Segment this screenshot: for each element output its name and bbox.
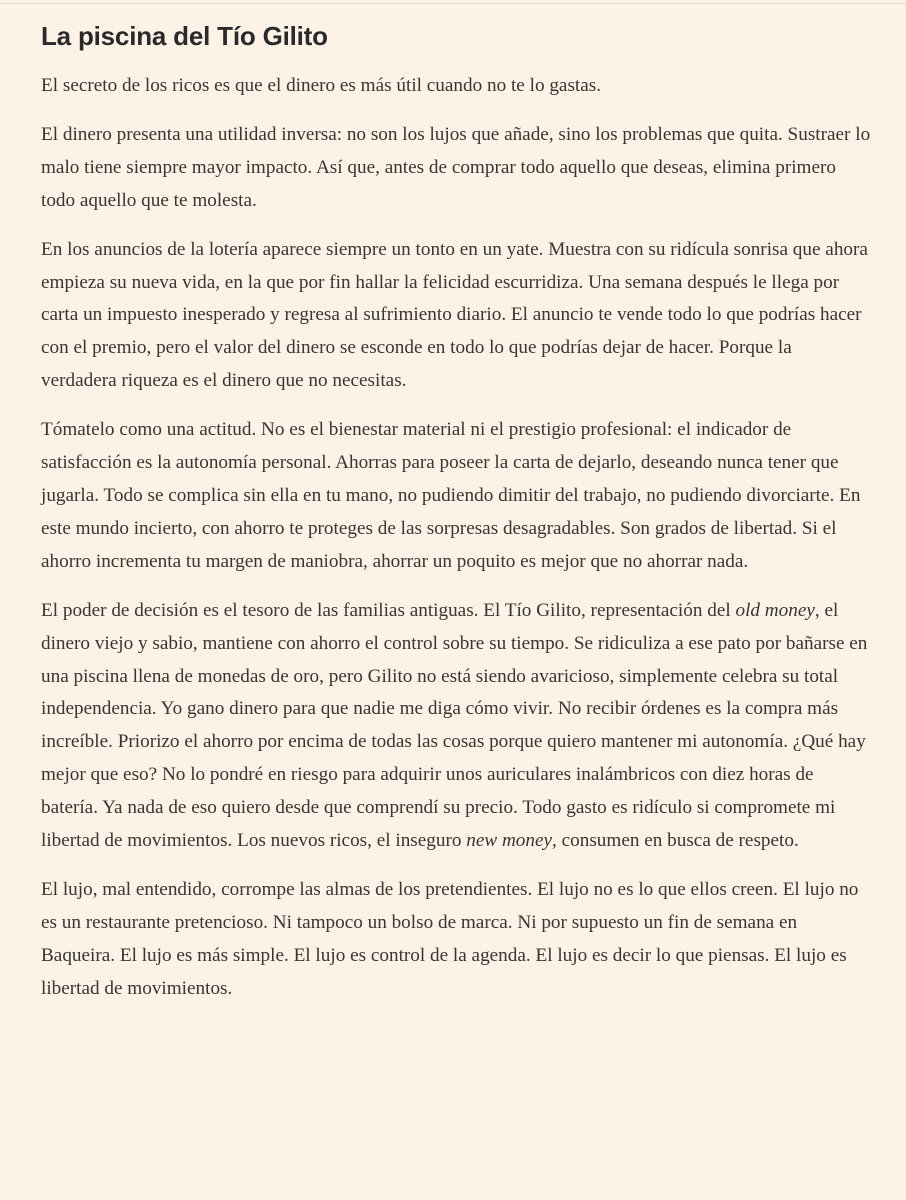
paragraph-text: , consumen en busca de respeto. [552,830,799,852]
article [41,18,871,1006]
emphasis-new-money: new money [466,830,553,852]
paragraph-text: El dinero presenta una utilidad inversa: no son los lujos que añade, sino los problemas que quita. Sustraer lo malo tiene siempre mayor impacto. Así que, antes de comprar todo aquello que deseas, elimina primero todo aquello que te molesta. [41,123,871,211]
paragraph [41,414,871,579]
emphasis-old-money: old money [735,599,815,621]
paragraph [41,595,871,858]
paragraph-text: El poder de decisión es el tesoro de las familias antiguas. El Tío Gilito, representación del [41,599,736,621]
top-divider [0,3,906,4]
paragraph-text: El lujo, mal entendido, corrompe las almas de los pretendientes. El lujo no es lo que ellos creen. El lujo no es un restaurante pretencioso. Ni tampoco un bolso de marca. Ni por supuesto un fin de semana en Baqueira. El lujo es más simple. El lujo es control de la agenda. El lujo es decir lo que piensas. El lujo es libertad de movimientos. [41,878,859,999]
paragraph-text: En los anuncios de la lotería aparece siempre un tonto en un yate. Muestra con su ridícula sonrisa que ahora empieza su nueva vida, en la que por fin hallar la felicidad escurridiza. Una semana después le llega por carta un impuesto inesperado y regresa al sufrimiento diario. El anuncio te vende todo lo que podrías hacer con el premio, pero el valor del dinero se esconde en todo lo que podrías dejar de hacer. Porque la verdadera riqueza es el dinero que no necesitas. [41,238,868,392]
article-title: La piscina del Tío Gilito [41,21,328,51]
paragraph [41,234,871,399]
paragraph [41,119,871,218]
paragraph [41,70,871,103]
paragraph-text: El secreto de los ricos es que el dinero es más útil cuando no te lo gastas. [41,75,602,96]
paragraph [41,874,871,1006]
paragraph-text: , el dinero viejo y sabio, mantiene con ahorro el control sobre su tiempo. Se ridiculiza a ese pato por bañarse en una piscina llena de monedas de oro, pero Gilito no está siendo avaricioso, simplemente celebra su total independencia. Yo gano dinero para que nadie me diga cómo vivir. No recibir órdenes es la compra más increíble. Priorizo el ahorro por encima de todas las cosas porque quiero mantener mi autonomía. ¿Qué hay mejor que eso? No lo pondré en riesgo para adquirir unos auriculares inalámbricos con diez horas de batería. Ya nada de eso quiero desde que comprendí su precio. Todo gasto es ridículo si compromete mi libertad de movimientos. Los nuevos ricos, el inseguro [41,599,868,852]
paragraph-text: Tómatelo como una actitud. No es el bienestar material ni el prestigio profesional: el indicador de satisfacción es la autonomía personal. Ahorras para poseer la carta de dejarlo, deseando nunca tener que jugarla. Todo se complica sin ella en tu mano, no pudiendo dimitir del trabajo, no pudiendo divorciarte. En este mundo incierto, con ahorro te proteges de las sorpresas desagradables. Son grados de libertad. Si el ahorro incrementa tu margen de maniobra, ahorrar un poquito es mejor que no ahorrar nada. [41,419,861,572]
